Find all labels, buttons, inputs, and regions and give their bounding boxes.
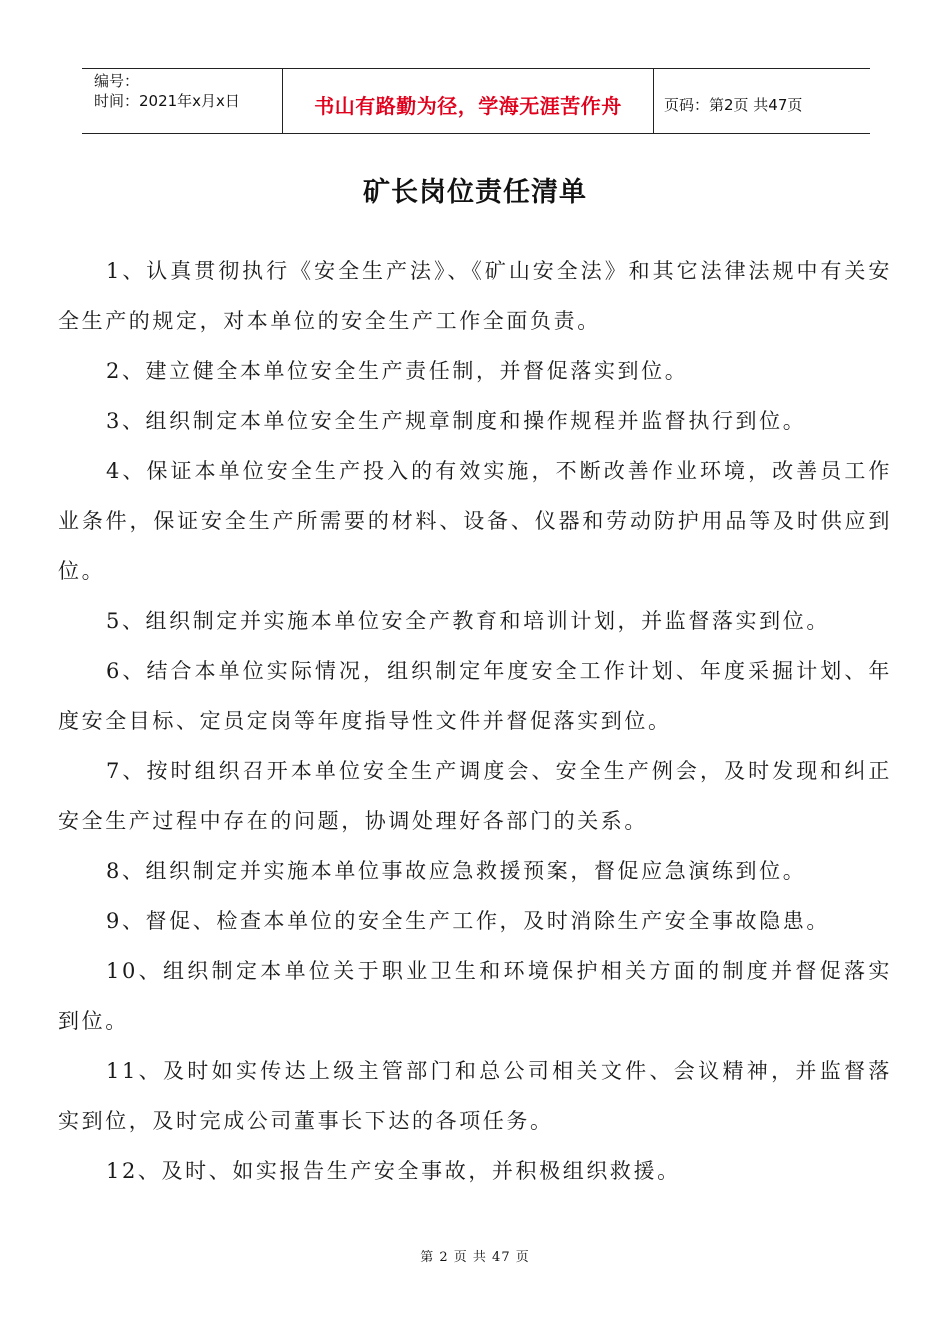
duty-item: 12、及时、如实报告生产安全事故，并积极组织救援。 <box>106 1159 681 1183</box>
duty-item: 7、按时组织召开本单位安全生产调度会、安全生产例会，及时发现和纠正安全生产过程中存在的问题，协调处理好各部门的关系。 <box>58 759 892 833</box>
page-footer: 第 2 页 共 47 页 <box>420 1250 530 1265</box>
duty-item: 2、建立健全本单位安全生产责任制，并督促落实到位。 <box>106 359 689 383</box>
header-motto: 书山有路勤为径，学海无涯苦作舟 <box>314 93 622 118</box>
duty-item: 10、组织制定本单位关于职业卫生和环境保护相关方面的制度并督促落实到位。 <box>58 959 892 1033</box>
duty-item: 11、及时如实传达上级主管部门和总公司相关文件、会议精神，并监督落实到位，及时完成公司董事长下达的各项任务。 <box>58 1059 892 1133</box>
duty-item: 6、结合本单位实际情况，组织制定年度安全工作计划、年度采掘计划、年度安全目标、定员定岗等年度指导性文件并督促落实到位。 <box>58 659 892 733</box>
duty-item: 8、组织制定并实施本单位事故应急救援预案，督促应急演练到位。 <box>106 859 807 883</box>
duty-item: 5、组织制定并实施本单位安全产教育和培训计划，并监督落实到位。 <box>106 609 830 633</box>
document-header <box>82 68 870 134</box>
header-page-info <box>654 69 870 133</box>
document-body <box>58 246 892 1196</box>
document-title: 矿长岗位责任清单 <box>363 177 587 208</box>
date-line: 时间：2021年x月x日 <box>94 92 240 110</box>
duty-item: 9、督促、检查本单位的安全生产工作，及时消除生产安全事故隐患。 <box>106 909 830 933</box>
duty-item: 4、保证本单位安全生产投入的有效实施，不断改善作业环境，改善员工作业条件，保证安全生产所需要的材料、设备、仪器和劳动防护用品等及时供应到位。 <box>58 459 892 583</box>
header-meta <box>82 69 282 133</box>
serial-number-label: 编号： <box>94 72 140 90</box>
header-motto-cell <box>282 69 654 133</box>
duty-item: 1、认真贯彻执行《安全生产法》、《矿山安全法》和其它法律法规中有关安全生产的规定，对本单位的安全生产工作全面负责。 <box>58 259 892 333</box>
page-info-text: 页码：第2页 共47页 <box>664 95 803 114</box>
duty-item: 3、组织制定本单位安全生产规章制度和操作规程并监督执行到位。 <box>106 409 807 433</box>
